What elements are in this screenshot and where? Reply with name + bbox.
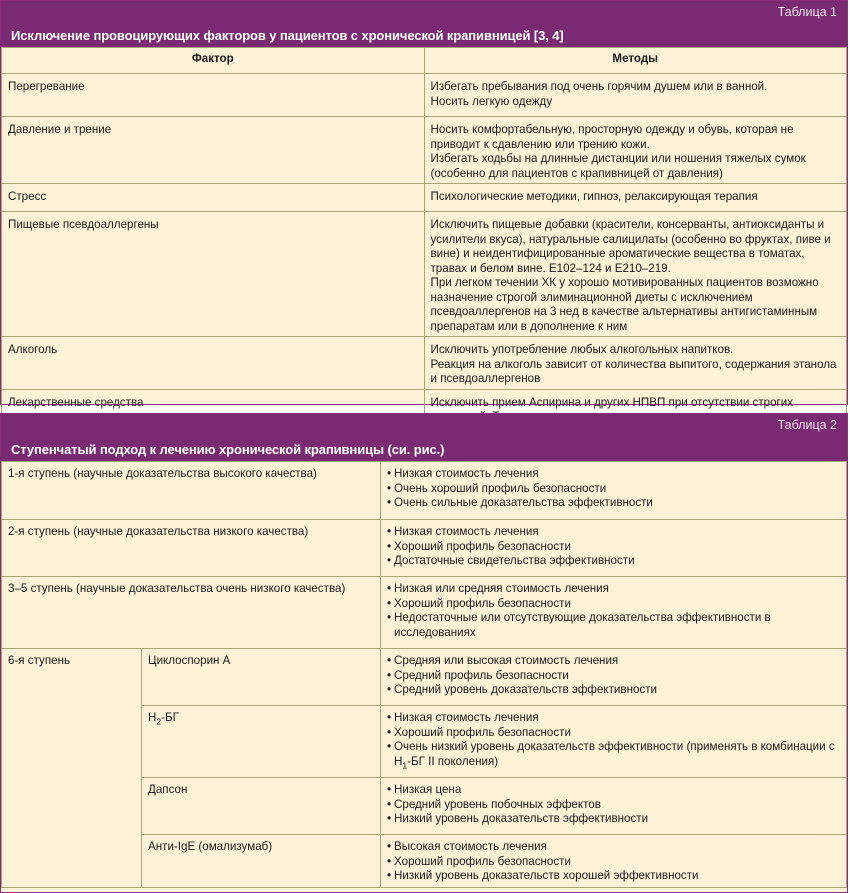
list-item: • Очень сильные доказательства эффективности bbox=[387, 496, 840, 511]
factor-cell: Перегревание bbox=[2, 74, 425, 117]
table-2-number: Таблица 2 bbox=[777, 418, 837, 432]
table-1-grid bbox=[1, 47, 847, 457]
step-bullets bbox=[381, 649, 847, 706]
table-row bbox=[2, 117, 847, 184]
table-1-number: Таблица 1 bbox=[777, 5, 837, 19]
list-item: • Низкая стоимость лечения bbox=[387, 467, 840, 482]
list-item: • Очень низкий уровень доказательств эффективности (применять в комбинации с $H_1-БГ$ II поколения) bbox=[387, 740, 840, 769]
table-row bbox=[2, 577, 847, 649]
list-item: • Средний уровень доказательств эффективности bbox=[387, 683, 840, 698]
factor-cell: Алкоголь bbox=[2, 337, 425, 390]
step-label: 6-я ступень bbox=[2, 649, 142, 888]
list-item: • Низкий уровень доказательств хорошей эффективности bbox=[387, 869, 840, 884]
list-item: • Низкая стоимость лечения bbox=[387, 711, 840, 726]
column-header-factor: Фактор bbox=[2, 48, 425, 74]
methods-cell: Исключить пищевые добавки (красители, консерванты, антиоксиданты и усилители вкуса), натуральные салицилаты (особенно во фруктах, пиве и вине) и неидентифицированные ароматические вещества в томатах, травах и белом вине. E102–124 и E210–219. При легком течении ХК у хорошо мотивированных пациентов возможно назначение строгой элиминационной диеты с исключением псевдоаллергенов на 3 нед в качестве альтернативы антигистаминным препаратам или в дополнение к ним bbox=[424, 212, 847, 337]
step-label: 2-я ступень (научные доказательства низкого качества) bbox=[2, 520, 381, 577]
step-bullets bbox=[381, 706, 847, 778]
table-2-title: Ступенчатый подход к лечению хронической крапивницы (си. рис.) bbox=[11, 442, 445, 457]
methods-cell: Избегать пребывания под очень горячим душем или в ванной. Носить легкую одежду bbox=[424, 74, 847, 117]
step-bullets bbox=[381, 835, 847, 888]
table-row bbox=[2, 337, 847, 390]
methods-cell: Носить комфортабельную, просторную одежду и обувь, которая не приводит к сдавлению или трению кожи. Избегать ходьбы на длинные дистанции или ношения тяжелых сумок (особенно для пациентов с крапивницей от давления) bbox=[424, 117, 847, 184]
list-item: • Низкая цена bbox=[387, 783, 840, 798]
methods-cell: Исключить прием Аспирина и других НПВП при отсутствии строгих bbox=[424, 389, 847, 456]
drug-name: Дапсон bbox=[142, 778, 381, 835]
table-1-header-band bbox=[1, 1, 847, 47]
list-item: • Высокая стоимость лечения bbox=[387, 840, 840, 855]
table-row bbox=[2, 74, 847, 117]
table-row bbox=[2, 462, 847, 520]
step-label: 1-я ступень (научные доказательства высокого качества) bbox=[2, 462, 381, 520]
table-row bbox=[2, 212, 847, 337]
drug-name: Циклоспорин А bbox=[142, 649, 381, 706]
drug-name: Анти-IgE (омализумаб) bbox=[142, 835, 381, 888]
table-2-grid bbox=[1, 461, 847, 888]
step-bullets bbox=[381, 462, 847, 520]
table-row bbox=[2, 520, 847, 577]
list-item: • Средняя или высокая стоимость лечения bbox=[387, 654, 840, 669]
list-item: • Средний профиль безопасности bbox=[387, 669, 840, 684]
table-row bbox=[2, 184, 847, 212]
step-label: 3–5 ступень (научные доказательства очень низкого качества) bbox=[2, 577, 381, 649]
table-1 bbox=[0, 0, 848, 409]
list-item: • Низкий уровень доказательств эффективности bbox=[387, 812, 840, 827]
step-bullets bbox=[381, 520, 847, 577]
table-2 bbox=[0, 413, 848, 893]
list-item: • Хороший профиль безопасности bbox=[387, 597, 840, 612]
list-item: • Достаточные свидетельства эффективности bbox=[387, 554, 840, 569]
list-item: • Недостаточные или отсутствующие доказательства эффективности в исследованиях bbox=[387, 611, 840, 640]
list-item: • Очень хороший профиль безопасности bbox=[387, 482, 840, 497]
factor-cell: Давление и трение bbox=[2, 117, 425, 184]
drug-name: $H_2-БГ$ bbox=[142, 706, 381, 778]
methods-cell: Психологические методики, гипноз, релаксирующая терапия bbox=[424, 184, 847, 212]
list-item: • Хороший профиль безопасности bbox=[387, 726, 840, 741]
table-2-header-band bbox=[1, 414, 847, 461]
list-item: • Низкая стоимость лечения bbox=[387, 525, 840, 540]
list-item: • Низкая или средняя стоимость лечения bbox=[387, 582, 840, 597]
step-bullets bbox=[381, 778, 847, 835]
methods-cell: Исключить употребление любых алкогольных напитков. Реакция на алкоголь зависит от количества выпитого, содержания этанола и псевдоаллергенов bbox=[424, 337, 847, 390]
table-1-title: Исключение провоцирующих факторов у пациентов с хронической крапивницей [3, 4] bbox=[11, 28, 564, 43]
factor-cell: Стресс bbox=[2, 184, 425, 212]
factor-cell: Лекарственные средства bbox=[2, 389, 425, 456]
factor-cell: Пищевые псевдоаллергены bbox=[2, 212, 425, 337]
list-item: • Хороший профиль безопасности bbox=[387, 855, 840, 870]
list-item: • Средний уровень побочных эффектов bbox=[387, 798, 840, 813]
table-row bbox=[2, 649, 847, 706]
column-header-methods: Методы bbox=[424, 48, 847, 74]
list-item: • Хороший профиль безопасности bbox=[387, 540, 840, 555]
step-bullets bbox=[381, 577, 847, 649]
